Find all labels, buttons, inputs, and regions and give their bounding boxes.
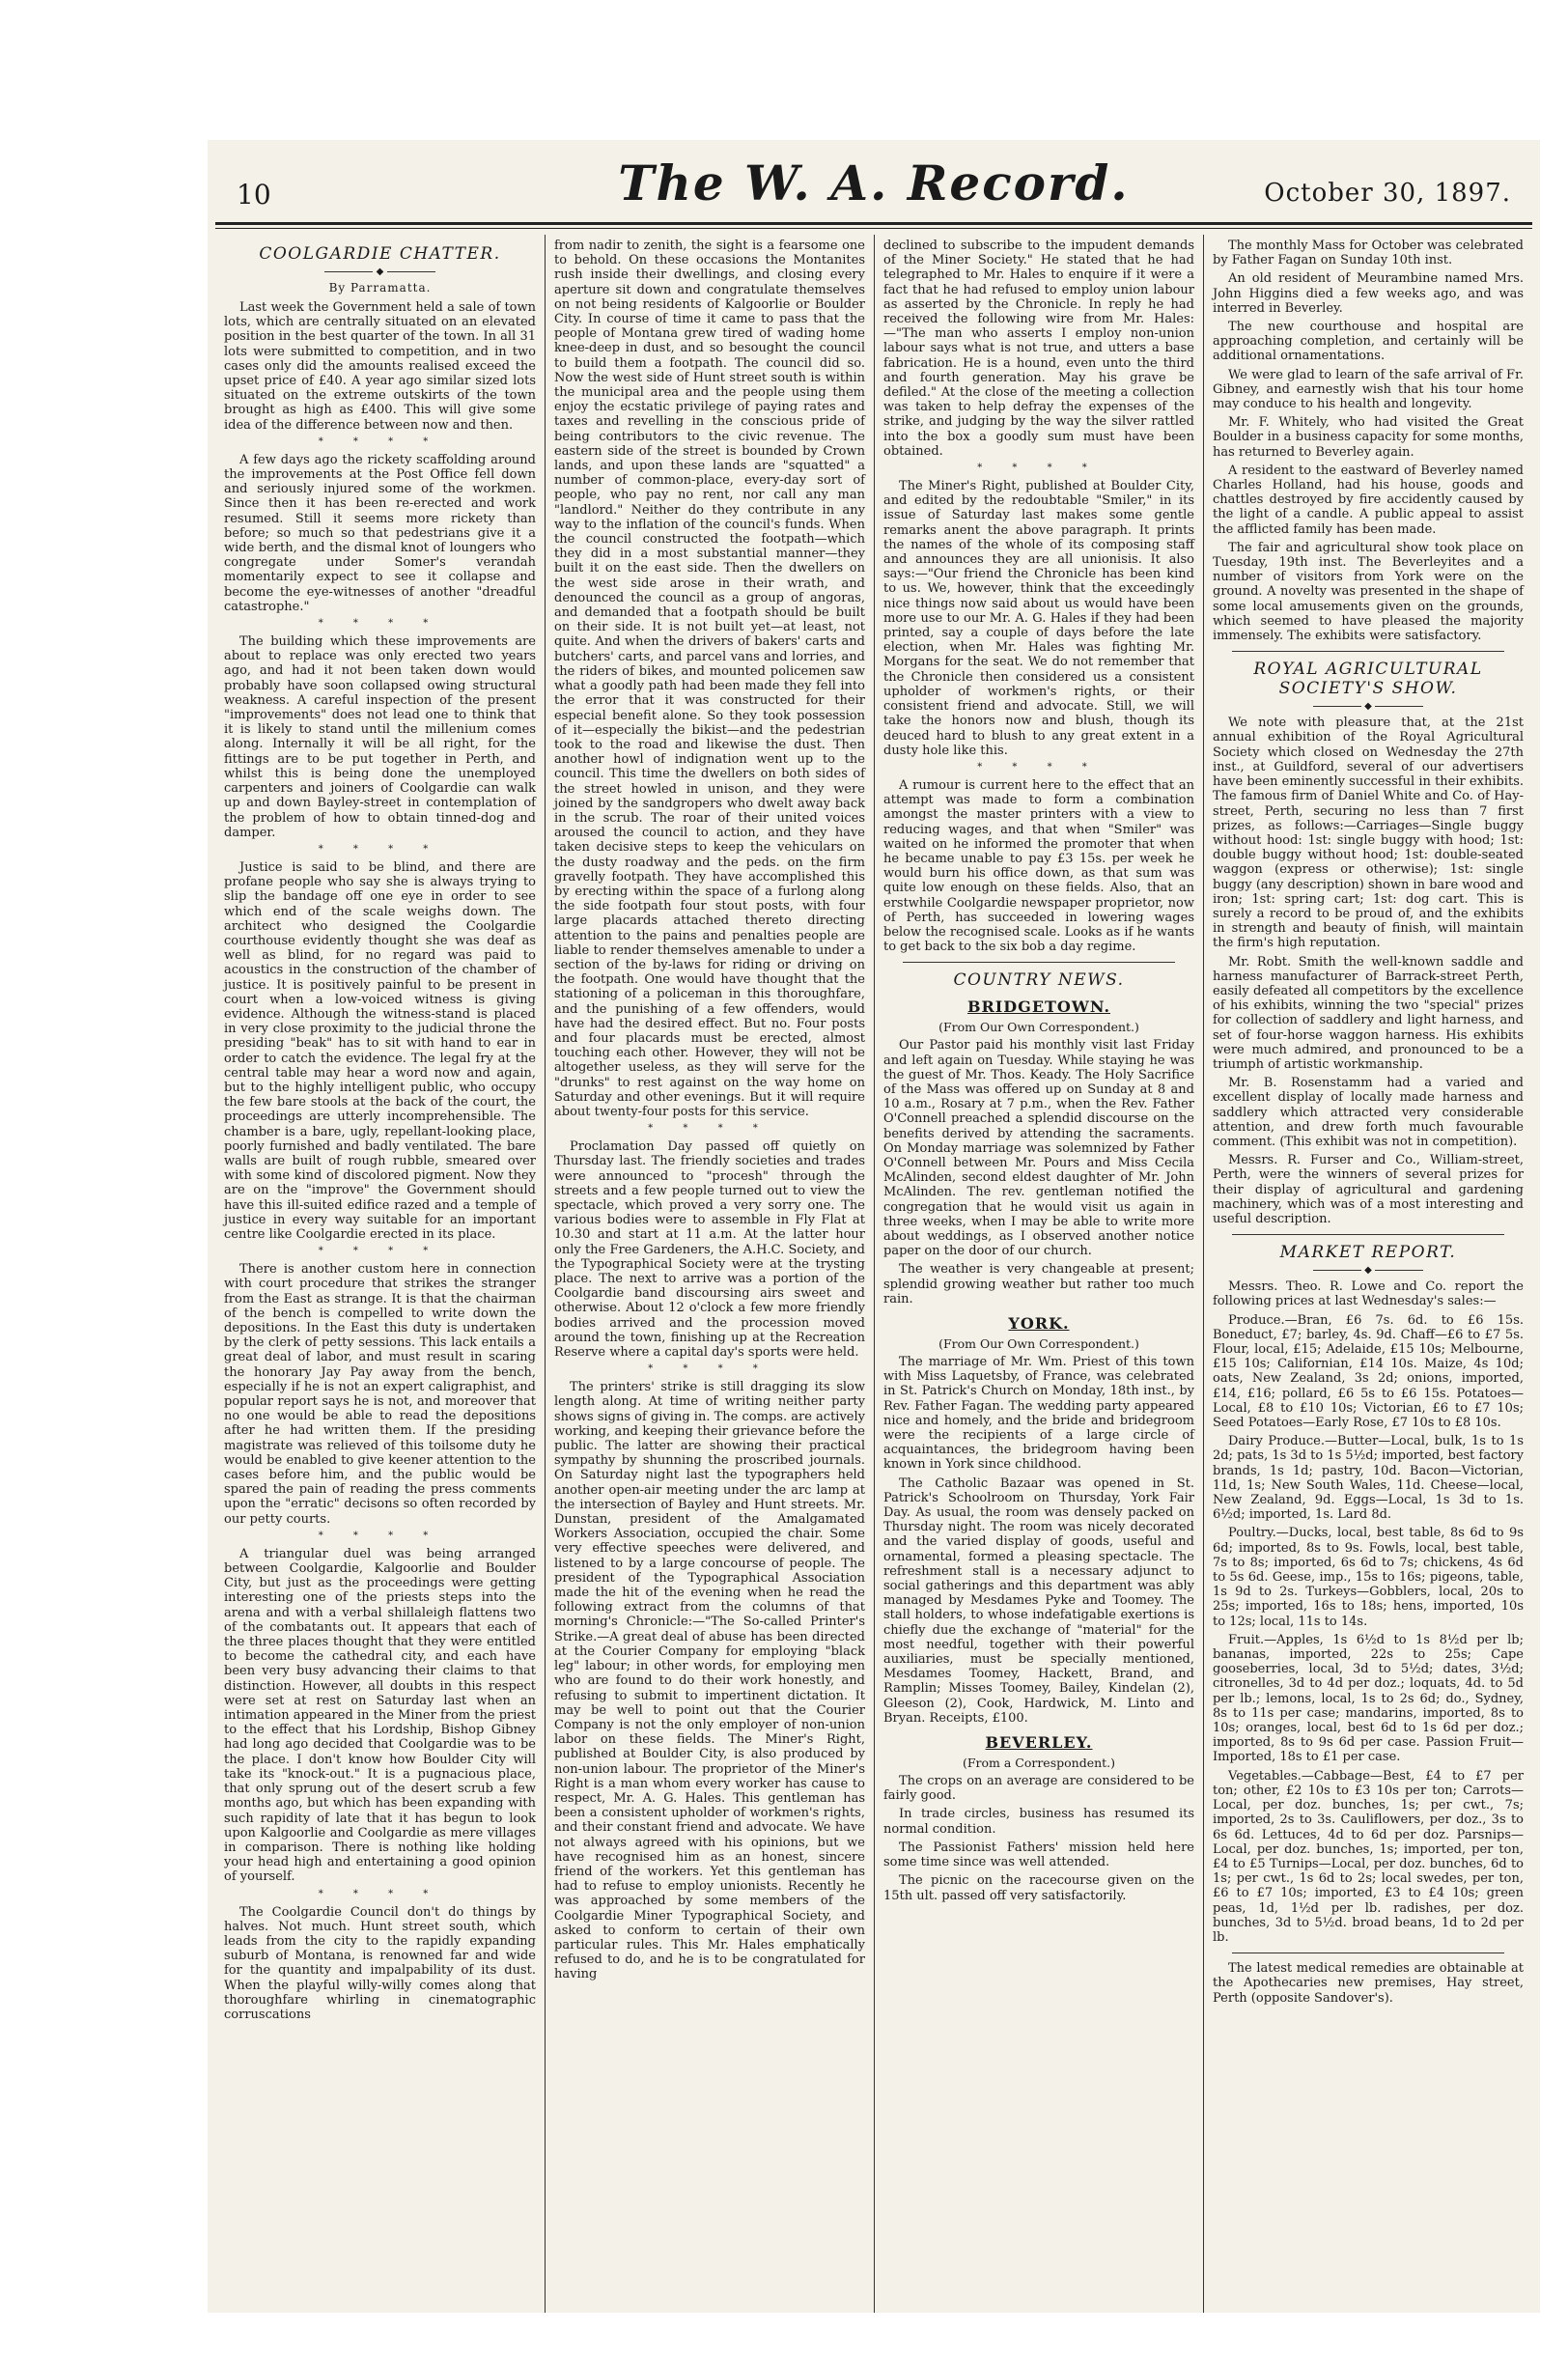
paragraph: The fair and agricultural show took place on Tuesday, 19th inst. The Beverleyites and a number of visitors from York were on the ground. A novelty was presented in the shape of some local amusements given on the grounds, which seemed to have pleased the majority immensely. The exhibits were satisfactory. (1213, 540, 1524, 644)
royal-agricultural-show-headline: ROYAL AGRICULTURAL SOCIETY'S SHOW. (1253, 660, 1483, 699)
header-rule-thin (215, 228, 1532, 229)
country-news-headline: COUNTRY NEWS. (953, 970, 1125, 991)
star-separator: * * * * (977, 463, 1101, 474)
paragraph: Mr. B. Rosenstamm had a varied and excellent display of locally made harness and saddlery which attracted very considerable attention, and drew forth much favourable comment. (This exhibit was not in competition). (1213, 1076, 1524, 1149)
paragraph: Vegetables.—Cabbage—Best, £4 to £7 per ton; other, £2 10s to £3 10s per ton; Carrots—Local, per doz. bunches, 1s; per cwt., 7s; imported, 2s to 3s. Cauliflowers, per doz., 3s to 6s 6d. Lettuces, 4d to 6d per doz. Parsnips—Local, per doz. bunches, 1s; imported, per ton, £4 to £5 Turnips—Local, per doz. bunches, 6d to 1s; per cwt., 1s 6d to 2s; local swedes, per ton, £6 to £7 10s; imported, £3 to £4 10s; green peas, 1d, 1½d per lb. radishes, per doz. bunches, 3d to 5½d. broad beans, 1d to 2d per lb. (1213, 1768, 1524, 1945)
paragraph: The Catholic Bazaar was opened in St. Patrick's Schoolroom on Thursday, York Fair Day. As usual, the room was densely packed on Thursday night. The room was nicely decorated and the varied display of goods, useful and ornamental, formed a pleasing spectacle. The refreshment stall is a necessary adjunct to social gatherings and this department was ably managed by Mesdames Pyke and Toomey. The stall holders, to whose indefatigable exertions is chiefly due the exchange of "material" for the most needful, together with their powerful auxiliaries, must be specially mentioned, Mesdames Toomey, Hackett, Brand, and Ramplin; Misses Toomey, Bailey, Kindelan (2), Gleeson (2), Cook, Hardwick, M. Linto and Bryan. Receipts, £100. (883, 1475, 1194, 1726)
paragraph: The weather is very changeable at present; splendid growing weather but rather too much rain. (883, 1262, 1194, 1306)
paragraph: A triangular duel was being arranged between Coolgardie, Kalgoorlie and Boulder City, but just as the proceedings were getting interesting one of the priests steps into the arena and with a verbal shillaleigh flattens two of the combatants out. It appears that each of the three places thought that they were entitled to become the cathedral city, and each have been very busy advancing their claims to that distinction. However, all doubts in this respect were set at rest on Saturday last when an intimation appeared in the Miner from the priest to the effect that his Lordship, Bishop Gibney had long ago decided that Coolgardie was to be the place. I don't know how Boulder City will take its "knock-out." It is a pugnacious place, that only sprung out of the desert scrub a few months ago, but which has been expanding with such rapidity of late that it has begun to look upon Kalgoorlie and Coolgardie as mere villages in comparison. There is nothing like holding your head high and entertaining a good opinion of yourself. (224, 1546, 536, 1885)
page-number: 10 (237, 179, 271, 211)
paragraph: The monthly Mass for October was celebrated by Father Fagan on Sunday 10th inst. (1213, 239, 1524, 268)
paragraph: The Passionist Fathers' mission held here some time since was well attended. (883, 1840, 1194, 1870)
paragraph: A rumour is current here to the effect that an attempt was made to form a combination amongst the master printers with a view to reducing wages, and that when "Smiler" was waited on he informed the promoter that when he became unable to pay £3 15s. per week he would burn his office down, as that sum was quite low enough on these fields. Also, that an erstwhile Coolgardie newspaper proprietor, now of Perth, has succeeded in lowering wages below the recognised scale. Looks as if he wants to get back to the six bob a day regime. (883, 777, 1194, 955)
section-rule (1232, 1234, 1504, 1235)
paragraph: The new courthouse and hospital are approaching completion, and certainly will be additional ornamentations. (1213, 320, 1524, 364)
paragraph: Last week the Government held a sale of town lots, which are centrally situated on an elevated position in the best quarter of the town. In all 31 lots were submitted to competition, and in two cases only did the amounts realised exceed the upset price of £40. A year ago similar sized lots situated on the extreme outskirts of the town brought as high as £400. This will give some idea of the difference between now and then. (224, 300, 536, 433)
paragraph: We were glad to learn of the safe arrival of Fr. Gibney, and earnestly wish that his tour home may conduce to his health and longevity. (1213, 367, 1524, 412)
issue-date: October 30, 1897. (1264, 179, 1511, 208)
paragraph: The Miner's Right, published at Boulder City, and edited by the redoubtable "Smiler," in its issue of Saturday last makes some gentle remarks anent the above paragraph. It prints the names of the whole of its composing staff and announces they are all unionisis. It also says:—"Our friend the Chronicle has been kind to us. We, however, think that the exceedingly nice things now said about us would have been more use to our Mr. A. G. Hales if they had been printed, say a couple of days before the late election, when Mr. Hales was fighting Mr. Morgans for the seat. We do not remember that the Chronicle then considered us a consistent upholder of workmen's rights, or their consistent friend and advocate. Still, we will take the honors now and blush, though its deuced hard to blush to any great extent in a dusty hole like this. (883, 479, 1194, 758)
paragraph: Messrs. R. Furser and Co., William-street, Perth, were the winners of several prizes for their display of agricultural and gardening machinery, which was of a most interesting and useful description. (1213, 1153, 1524, 1226)
paragraph: Dairy Produce.—Butter—Local, bulk, 1s to 1s 2d; pats, 1s 3d to 1s 5½d; imported, best factory brands, 1s 1d; pastry, 10d. Bacon—Victorian, 11d, 1s; New South Wales, 11d. Cheese—local, New Zealand, 9d. Eggs—Local, 1s 3d to 1s. 6½d; imported, 1s. Lard 8d. (1213, 1434, 1524, 1523)
ornament-divider: ◆ (1213, 701, 1524, 712)
star-separator: * * * * (977, 761, 1101, 773)
paragraph: Poultry.—Ducks, local, best table, 8s 6d to 9s 6d; imported, 8s to 9s. Fowls, local, best table, 7s to 8s; imported, 6s 6d to 7s; chickens, 4s 6d to 5s 6d. Geese, imp., 15s to 16s; pigeons, table, 1s 9d to 2s. Turkeys—Gobblers, local, 20s to 25s; imported, 16s to 18s; hens, imported, 10s to 12s; local, 11s to 14s. (1213, 1526, 1524, 1629)
newspaper-page (208, 140, 1540, 2313)
paragraph: Mr. F. Whitely, who had visited the Great Boulder in a business capacity for some months, has returned to Beverley again. (1213, 415, 1524, 460)
column-3 (874, 235, 1203, 2313)
paragraph: The building which these improvements are about to replace was only erected two years ago, and had it not been taken down would probably have soon collapsed owing structural weakness. A careful inspection of the present "improvements" does not lead one to think that it is likely to stand until the millenium comes along. Internally it will be all right, for the fittings are to be put together in Perth, and whilst this is being done the unemployed carpenters and joiners of Coolgardie can walk up and down Bayley-street in contemplation of the problem of how to obtain tinned-dog and damper. (224, 634, 536, 840)
paragraph: A resident to the eastward of Beverley named Charles Holland, had his house, goods and chattles destroyed by fire accidently caused by the light of a candle. A public appeal to assist the afflicted family has been made. (1213, 463, 1524, 537)
paragraph: Messrs. Theo. R. Lowe and Co. report the following prices at last Wednesday's sales:— (1213, 1279, 1524, 1309)
masthead (208, 140, 1540, 212)
section-rule (1232, 651, 1504, 652)
star-separator: * * * * (318, 435, 442, 447)
paragraph: A few days ago the rickety scaffolding around the improvements at the Post Office fell down and seriously injured some of the workmen. Since then it has been re-erected and work resumed. Still it seems more rickety than before; so much so that pedestrians give it a wide berth, and the dismal knot of loungers who congregate under Somer's verandah momentarily expect to see it collapse and become the eye-witnesses of another "dreadful catastrophe." (224, 452, 536, 614)
paragraph: The picnic on the racecourse given on the 15th ult. passed off very satisfactorily. (883, 1873, 1194, 1903)
star-separator: * * * * (318, 618, 442, 630)
paragraph: Justice is said to be blind, and there are profane people who say she is always trying to slip the bandage off one eye in order to see which end of the scale weighs down. The architect who designed the Coolgardie courthouse evidently thought she was deaf as well as blind, for no regard was paid to acoustics in the construction of the chamber of justice. It is positively painful to be present in court when a low-voiced witness is giving evidence. Although the witness-stand is placed in very close proximity to the judicial throne the presiding "beak" has to sit with hand to ear in order to catch the evidence. The legal fry at the central table may hear a word now and again, but to the highly intelligent public, who occupy the few bare stools at the back of the court, the proceedings are utterly incomprehensible. The chamber is a bare, ugly, repellant-looking place, poorly furnished and badly ventilated. The bare walls are built of rough rubble, smeared over with some kind of discolored pigment. Now they are on the "improve" the Government should have this ill-suited edifice razed and a temple of justice in every way suitable for an important centre like Coolgardie erected in its place. (224, 859, 536, 1242)
paragraph: We note with pleasure that, at the 21st annual exhibition of the Royal Agricultural Society which closed on Wednesday the 27th inst., at Guildford, several of our advertisers have been eminently successful in their exhibits. The famous firm of Daniel White and Co. of Hay-street, Perth, securing no less than 7 first prizes, as follows:—Carriages—Single buggy without hood: 1st: single buggy with hood; 1st: double buggy without hood; 1st: double-seated waggon (express or otherwise); 1st: single buggy (any description) shown in bare wood and iron; 1st: spring cart; 1st: dog cart. This is surely a record to be proud of, and the exhibits in strength and beauty of finish, will maintain the firm's high reputation. (1213, 716, 1524, 951)
correspondent-note: (From Our Own Correspondent.) (938, 1020, 1139, 1035)
star-separator: * * * * (648, 1363, 771, 1375)
section-rule (903, 962, 1175, 963)
paragraph: Proclamation Day passed off quietly on Thursday last. The friendly societies and trades were announced to "procesh" through the streets and a few people turned out to view the spectacle, which proved a very sorry one. The various bodies were to assemble in Fly Flat at 10.30 and start at 11 a.m. At the latter hour only the Free Gardeners, the A.H.C. Society, and the Typographical Society were at the trysting place. The next to arrive was a portion of the Coolgardie band discoursing airs sweet and otherwise. About 12 o'clock a few more friendly bodies arrived and the procession moved around the town, finishing up at the Recreation Reserve where a capital day's sports were held. (554, 1139, 865, 1361)
star-separator: * * * * (648, 1123, 771, 1135)
correspondent-note: (From Our Own Correspondent.) (938, 1336, 1139, 1351)
paragraph: There is another custom here in connection with court procedure that strikes the stranger from the East as strange. It is that the chairman of the bench is compelled to write down the depositions. In the East this duty is undertaken by the clerk of petty sessions. This lack entails a great deal of labor, and must result in scaring the honorary Jay Pay away from the bench, especially if he is not an expert caligraphist, and popular report says he is not, and moreover that no one would be able to read the depositions after he had written them. If the presiding magistrate was relieved of this toilsome duty he would be enabled to give keener attention to the cases before him, and the public would be spared the pain of reading the press comments upon the "erratic" decisons so often recorded by our petty courts. (224, 1262, 536, 1527)
paragraph: The Coolgardie Council don't do things by halves. Not much. Hunt street south, which leads from the city to the rapidly expanding suburb of Montana, is renowned far and wide for the quantity and impalpability of its dust. When the playful willy-willy comes along that thoroughfare whirling in cinematographic corruscations (224, 1904, 536, 2022)
market-report-headline: MARKET REPORT. (1279, 1243, 1457, 1263)
paragraph: Fruit.—Apples, 1s 6½d to 1s 8½d per lb; bananas, imported, 22s to 25s; Cape gooseberries, local, 3d to 5½d; dates, 3½d; citronelles, 3d to 4d per doz.; loquats, 4d. to 5d per lb.; lemons, local, 1s to 2s 6d; do., Sydney, 8s to 11s per case; mandarins, imported, 8s to 10s; oranges, local, best 6d to 1s 6d per doz.; imported, 8s to 9s 6d per case. Passion Fruit—Imported, 18s to £1 per case. (1213, 1632, 1524, 1765)
correspondent-note: (From a Correspondent.) (962, 1756, 1116, 1771)
paragraph: from nadir to zenith, the sight is a fearsome one to behold. On these occasions the Montanites rush inside their dwellings, and closing every aperture sit down and congratulate themselves on not being residents of Kalgoorlie or Boulder City. In course of time it came to pass that the people of Montana grew tired of wading home knee-deep in dust, and so besought the council to build them a footpath. The council did so. Now the west side of Hunt street south is within the municipal area and the people using them enjoy the ecstatic privilege of paying rates and taxes and revelling in the conscious pride of being contributors to the civic revenue. The eastern side of the street is bounded by Crown lands, and upon these lands are "squatted" a number of common-place, every-day sort of people, who pay no rent, nor call any man "landlord." Neither do they contribute in any way to the inflation of the council's funds. When the council constructed the footpath—which they did in a most substantial manner—they built it on the east side. Then the dwellers on the west side arose in their wrath, and denounced the council as a group of angoras, and demanded that a footpath should be built on their side. It is not built yet—at least, not quite. And when the drivers of bakers' carts and butchers' carts, and parcel vans and lorries, and the riders of bikes, and mounted policemen saw what a goodly path had been made they fell into the error that it was constructed for their especial benefit alone. So they took possession of it—especially the bikist—and the pedestrian took to the road and likewise the dust. Then another howl of indignation went up to the council. This time the dwellers on both sides of the street howled in unison, and they were joined by the sandgropers who dwelt away back in the scrub. The roar of their united voices aroused the council to action, and they have taken decisive steps to keep the vehiculars on the dusty roadway and the peds. on the firm gravelly footpath. They have accomplished this by erecting within the space of a furlong along the side footpath four stout posts, with four large placards attached thereto directing attention to the pains and penalties people are liable to render themselves amenable to under a section of the by-laws for riding or driving on the footpath. One would have thought that the stationing of a policeman in this thoroughfare, and the punishing of a few offenders, would have had the desired effect. But no. Four posts and four placards must be erected, almost touching each other. However, they will not be altogether useless, as they will serve for the "drunks" to rest against on the way home on Saturday and other evenings. But it will require about twenty-four posts for this service. (554, 239, 865, 1119)
ornament-divider: ◆ (1213, 1265, 1524, 1276)
bridgetown-subhead: BRIDGETOWN. (966, 997, 1111, 1017)
medical-notice: The latest medical remedies are obtainable at the Apothecaries new premises, Hay street, Perth (opposite Sandover's). (1213, 1961, 1524, 2006)
paragraph: declined to subscribe to the impudent demands of the Miner Society." He stated that he had telegraphed to Mr. Hales to enquire if it were a fact that he had refused to employ union labour as asserted by the Chronicle. In reply he had received the following wire from Mr. Hales:—"The man who asserts I employ non-union labour says what is not true, and utters a base fabrication. He is a hound, even unto the third and fourth generation. May his grave be defiled." At the close of the meeting a collection was taken to help defray the expenses of the strike, and judging by the way the silver rattled into the box a goodly sum must have been obtained. (883, 239, 1194, 459)
column-2 (545, 235, 874, 2313)
byline: By Parramatta. (328, 281, 432, 295)
paragraph: The crops on an average are considered to be fairly good. (883, 1774, 1194, 1804)
star-separator: * * * * (318, 843, 442, 855)
column-1 (215, 235, 545, 2313)
column-4 (1203, 235, 1532, 2313)
article-columns (215, 235, 1532, 2313)
star-separator: * * * * (318, 1530, 442, 1541)
paragraph: An old resident of Meurambine named Mrs. John Higgins died a few weeks ago, and was interred in Beverley. (1213, 271, 1524, 316)
paragraph: Our Pastor paid his monthly visit last Friday and left again on Tuesday. While staying he was the guest of Mr. Thos. Keady. The Holy Sacrifice of the Mass was offered up on Sunday at 8 and 10 a.m., Rosary at 7 p.m., when the Rev. Father O'Connell preached a splendid discourse on the benefits derived by attending the sacraments. On Monday marriage was solemnized by Father O'Connell between Mr. Pours and Miss Cecila McAlinden, second eldest daughter of Mr. John McAlinden. The rev. gentleman notified the congregation that he would visit us again in three weeks, when I may be able to write more about weddings, as I observed another notice paper on the door of our church. (883, 1038, 1194, 1259)
star-separator: * * * * (318, 1246, 442, 1257)
header-rule (215, 222, 1532, 225)
newspaper-title: The W. A. Record. (618, 155, 1130, 211)
ornament-divider: ◆ (224, 267, 536, 277)
coolgardie-chatter-headline: COOLGARDIE CHATTER. (259, 244, 501, 264)
york-subhead: YORK. (1008, 1314, 1070, 1333)
paragraph: In trade circles, business has resumed its normal condition. (883, 1807, 1194, 1837)
beverley-subhead: BEVERLEY. (985, 1733, 1093, 1753)
paragraph: The printers' strike is still dragging its slow length along. At time of writing neither party shows signs of giving in. The comps. are actively working, and keeping their grievance before the public. The latter are showing their practical sympathy by shunning the proscribed journals. On Saturday night last the typographers held another open-air meeting under the arc lamp at the intersection of Bayley and Hunt streets. Mr. Dunstan, president of the Amalgamated Workers Association, occupied the chair. Some very effective speeches were delivered, and listened to by a large concourse of people. The president of the Typographical Association made the hit of the evening when he read the following extract from the columns of that morning's Chronicle:—"The So-called Printer's Strike.—A great deal of abuse has been directed at the Courier Company for employing "black leg" labour; in other words, for employing men who are found to do their work honestly, and refusing to submit to impertinent dictation. It may be well to point out that the Courier Company is not the only employer of non-union labor on these fields. The Miner's Right, published at Boulder City, is also produced by non-union labour. The proprietor of the Miner's Right is a man whom every worker has cause to respect, Mr. A. G. Hales. This gentleman has been a consistent upholder of workmen's rights, and their constant friend and advocate. We have not always agreed with his opinions, but we have recognised him as an honest, sincere friend of the workers. Yet this gentleman has had to refuse to employ unionists. Recently he was approached by some members of the Coolgardie Miner Typographical Society, and asked to conform to certain of their own particular rules. This Mr. Hales emphatically refused to do, and he is to be congratulated for having (554, 1380, 865, 1982)
paragraph: Produce.—Bran, £6 7s. 6d. to £6 15s. Boneduct, £7; barley, 4s. 9d. Chaff—£6 to £7 5s. Flour, local, £15; Adelaide, £15 10s; Melbourne, £15 10s; Californian, £14 10s. Maize, 4s 10d; oats, New Zealand, 3s 2d; onions, imported, £14, £16; pollard, £6 5s to £6 15s. Potatoes—Local, £8 to £10 10s; Victorian, £6 to £7 10s; Seed Potatoes—Early Rose, £7 10s to £8 10s. (1213, 1312, 1524, 1431)
paragraph: The marriage of Mr. Wm. Priest of this town with Miss Laquetsby, of France, was celebrated in St. Patrick's Church on Monday, 18th inst., by Rev. Father Fagan. The wedding party appeared nice and homely, and the bride and bridegroom were the recipients of a large circle of acquaintances, the bridegroom having been known in York since childhood. (883, 1355, 1194, 1473)
star-separator: * * * * (318, 1888, 442, 1899)
paragraph: Mr. Robt. Smith the well-known saddle and harness manufacturer of Barrack-street Perth, easily defeated all competitors by the excellence of his exhibits, winning the two "special" prizes for collection of saddlery and light harness, and set of four-horse waggon harness. His exhibits were much admired, and pronounced to be a triumph of artistic workmanship. (1213, 954, 1524, 1072)
